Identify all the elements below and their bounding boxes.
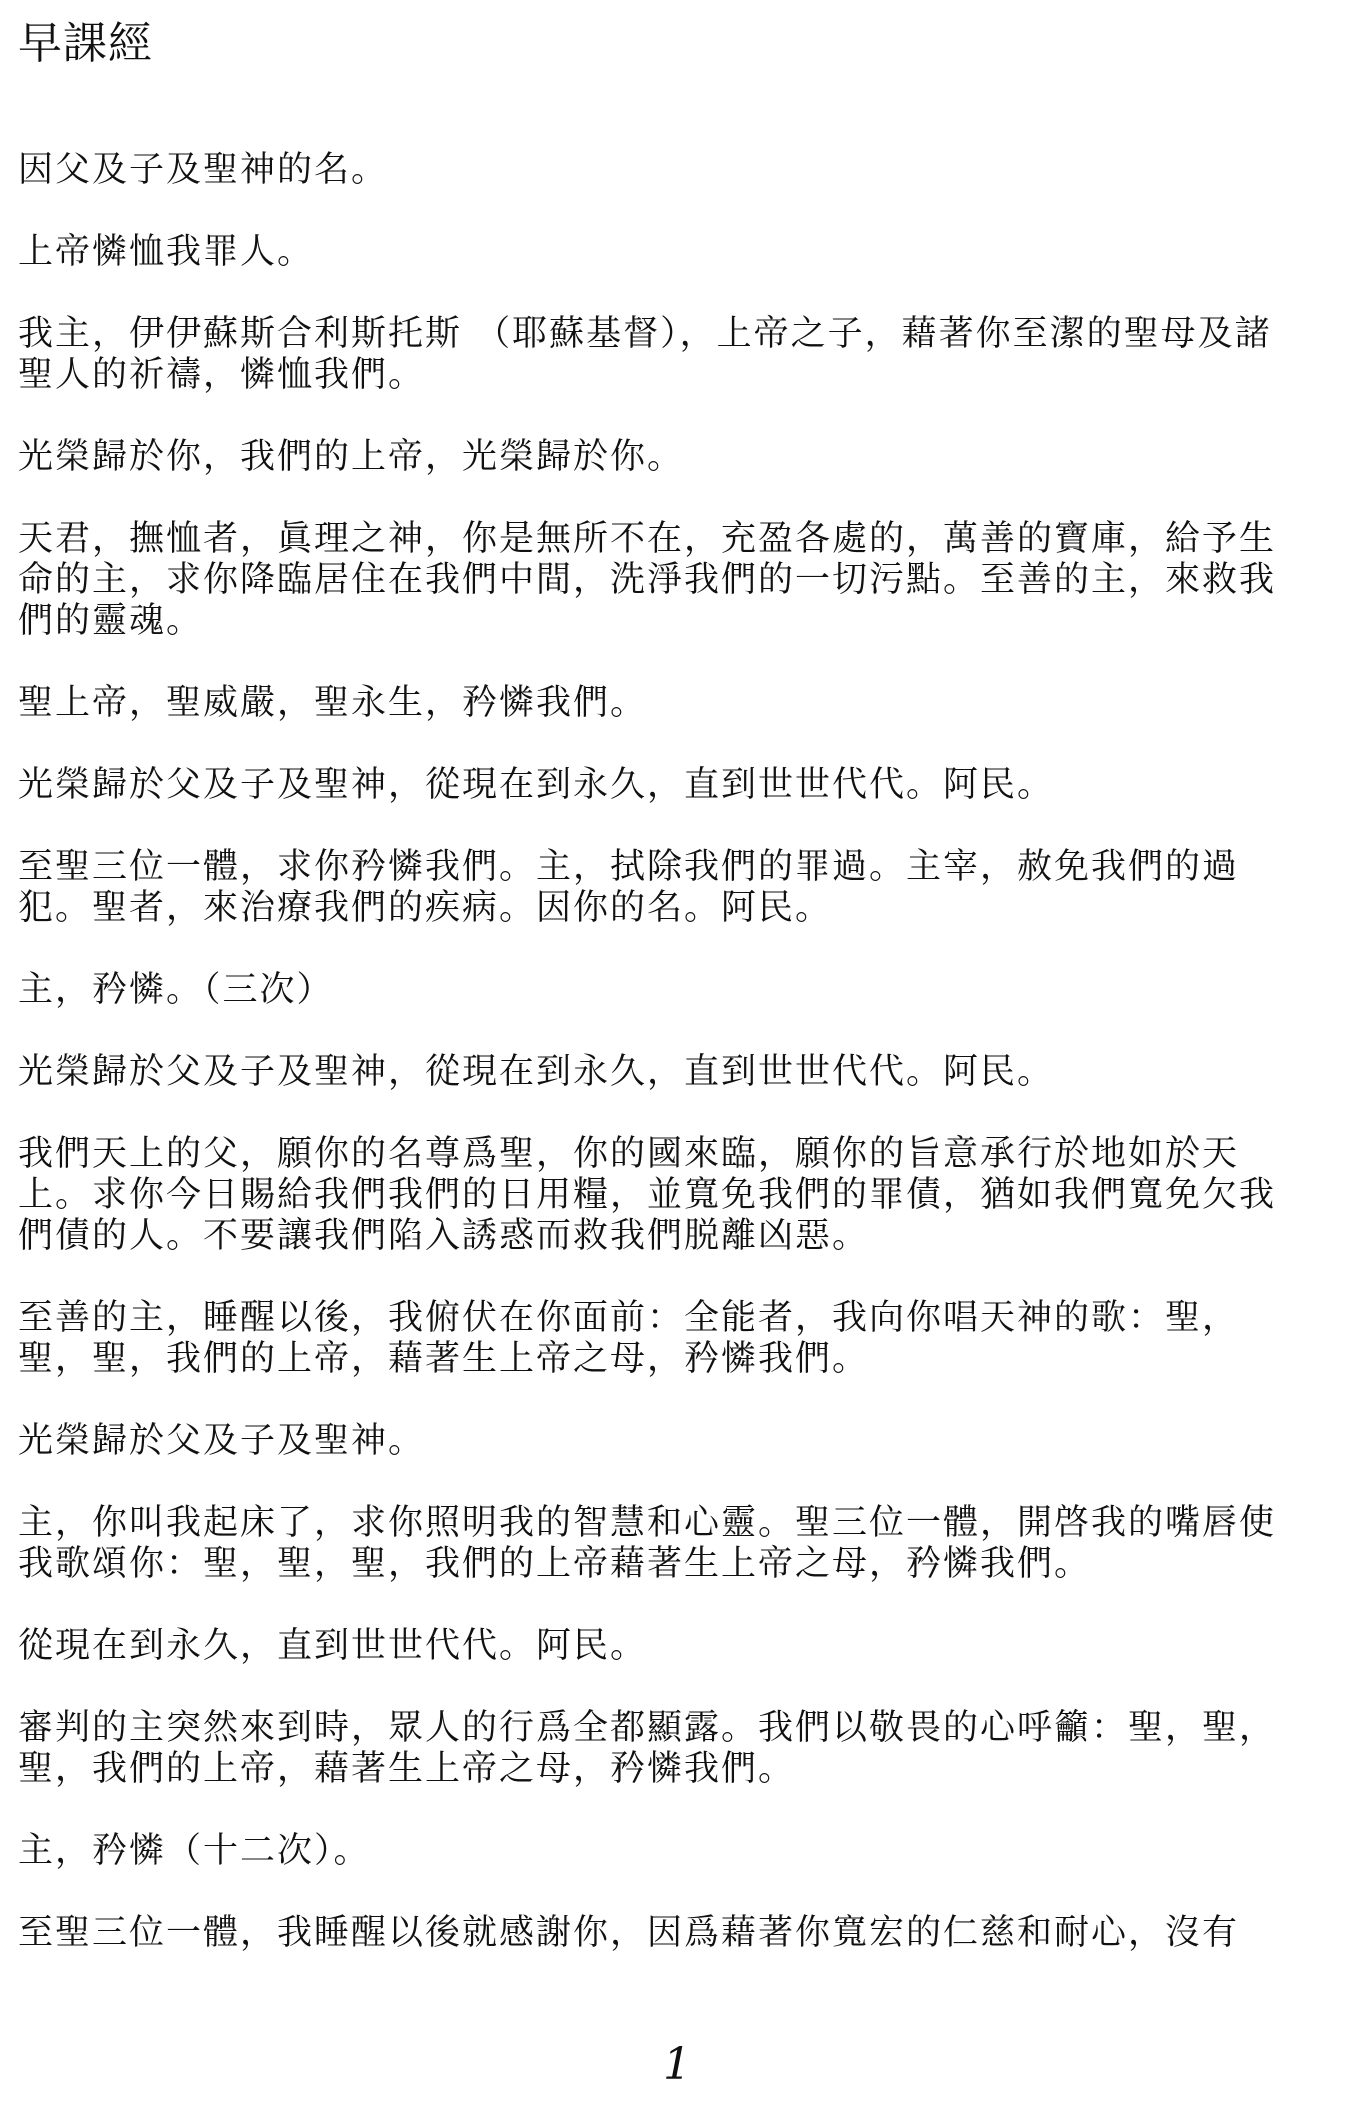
paragraph: 天君，撫恤者，眞理之神，你是無所不在，充盈各處的，萬善的寶庫，給予生命的主，求你降臨居住在我們中間，洗淨我們的一切污點。至善的主，來救我們的靈魂。 — [18, 519, 1277, 641]
paragraph: 光榮歸於父及子及聖神，從現在到永久，直到世世代代。阿民。 — [18, 1052, 1055, 1092]
paragraph: 我主，伊伊蘇斯合利斯托斯 （耶蘇基督），上帝之子，藉著你至潔的聖母及諸聖人的祈禱，憐恤我們。 — [18, 314, 1272, 395]
paragraph: 我們天上的父，願你的名尊爲聖，你的國來臨，願你的旨意承行於地如於天上。求你今日賜給我們我們的日用糧，並寬免我們的罪債，猶如我們寬免欠我們債的人。不要讓我們陷入誘惑而救我們脱離凶惡。 — [18, 1134, 1277, 1256]
paragraph: 光榮歸於父及子及聖神，從現在到永久，直到世世代代。阿民。 — [18, 765, 1055, 805]
paragraph: 主，你叫我起床了，求你照明我的智慧和心靈。聖三位一體，開啓我的嘴唇使我歌頌你：聖，聖，聖，我們的上帝藉著生上帝之母，矜憐我們。 — [18, 1503, 1277, 1584]
paragraph: 至善的主，睡醒以後，我俯伏在你面前：全能者，我向你唱天神的歌：聖，聖，聖，我們的上帝，藉著生上帝之母，矜憐我們。 — [18, 1298, 1240, 1379]
paragraph: 至聖三位一體，求你矜憐我們。主，拭除我們的罪過。主宰，赦免我們的過犯。聖者，來治療我們的疾病。因你的名。阿民。 — [18, 847, 1240, 928]
paragraph: 審判的主突然來到時，眾人的行爲全都顯露。我們以敬畏的心呼籲：聖，聖，聖，我們的上帝，藉著生上帝之母，矜憐我們。 — [18, 1708, 1277, 1789]
paragraph: 光榮歸於父及子及聖神。 — [18, 1421, 426, 1461]
paragraph: 光榮歸於你，我們的上帝，光榮歸於你。 — [18, 437, 685, 477]
paragraph: 主，矜憐。（三次） — [18, 970, 334, 1010]
paragraph: 聖上帝，聖威嚴，聖永生，矜憐我們。 — [18, 683, 648, 723]
paragraph: 至聖三位一體，我睡醒以後就感謝你，因爲藉著你寬宏的仁慈和耐心，沒有 — [18, 1913, 1240, 1953]
paragraph: 上帝憐恤我罪人。 — [18, 232, 315, 272]
paragraph: 主，矜憐（十二次）。 — [18, 1831, 371, 1871]
page-number: 1 — [663, 2039, 691, 2090]
paragraph: 因父及子及聖神的名。 — [18, 150, 389, 190]
document-body — [18, 150, 1298, 1995]
paragraph: 從現在到永久，直到世世代代。阿民。 — [18, 1626, 648, 1666]
document-title: 早課經 — [18, 18, 153, 69]
